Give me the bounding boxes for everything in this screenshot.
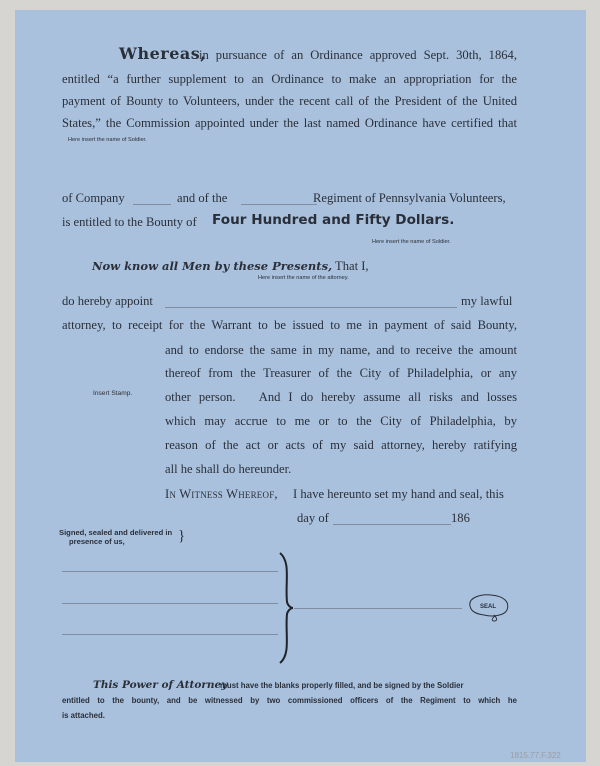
that-i-label: That I, <box>335 259 369 273</box>
catalog-mark: 1815.77.F.322 <box>510 751 561 760</box>
indented-line-5: reason of the act or acts of my said attorney, hereby ratifying <box>165 438 517 452</box>
indented-line-1: and to endorse the same in my name, and to receive the amount <box>165 343 517 357</box>
signed-note-brace: } <box>178 528 186 544</box>
footer-line-1: must have the blanks properly filled, and be signed by the Soldier <box>220 681 464 690</box>
signed-note-line-1: Signed, sealed and delivered in <box>59 528 173 537</box>
indented-line-3: other person. And I do hereby assume all risks and losses <box>165 390 517 404</box>
in-witness-whereof: In Witness Whereof, <box>165 487 278 501</box>
company-blank <box>133 204 171 205</box>
footer-line-3: is attached. <box>62 711 105 720</box>
signature-brace <box>277 552 295 664</box>
footer-line-2: entitled to the bounty, and be witnessed by two commissioned officers of the Regiment to which he <box>62 696 517 705</box>
principal-signature-line <box>294 608 462 609</box>
bounty-amount: Four Hundred and Fifty Dollars. <box>212 212 455 228</box>
witness-line-rest: I have hereunto set my hand and seal, this <box>293 487 504 501</box>
attorney-name-blank <box>165 307 457 308</box>
appoint-label: do hereby appoint <box>62 294 153 308</box>
seal-label: SEAL <box>479 604 497 610</box>
insert-stamp-note: Insert Stamp. <box>93 390 133 397</box>
my-lawful-label: my lawful <box>461 294 513 308</box>
month-blank <box>333 524 451 525</box>
whereas-heading: Whereas, <box>119 44 207 63</box>
regiment-blank <box>241 204 317 205</box>
note-soldier-name-1: Here insert the name of Soldier. <box>68 137 147 143</box>
note-soldier-name-2: Here insert the name of Soldier. <box>372 239 451 245</box>
seal-icon <box>464 592 514 622</box>
witness-signature-line-2 <box>62 603 278 604</box>
regiment-label: Regiment of Pennsylvania Volunteers, <box>313 191 506 205</box>
signed-note-line-2: presence of us, <box>69 537 125 546</box>
note-attorney-name: Here insert the name of the attorney. <box>258 275 349 281</box>
day-of-label: day of <box>297 511 329 525</box>
witness-signature-line-1 <box>62 571 278 572</box>
indented-line-6: all he shall do hereunder. <box>165 462 292 476</box>
opening-line-4: States,” the Commission appointed under the last named Ordinance have certified that <box>62 116 517 130</box>
know-all-men-heading: Now know all Men by these Presents, <box>92 259 333 273</box>
indented-line-2: thereof from the Treasurer of the City of Philadelphia, or any <box>165 366 517 380</box>
of-company-label: of Company <box>62 191 125 205</box>
indented-line-4: which may accrue to me or to the City of Philadelphia, by <box>165 414 517 428</box>
bounty-prefix: is entitled to the Bounty of <box>62 215 197 229</box>
and-of-the-label: and of the <box>177 191 228 205</box>
witness-signature-line-3 <box>62 634 278 635</box>
opening-line-3: payment of Bounty to Volunteers, under the recent call of the President of the United <box>62 94 517 108</box>
year-label: 186 <box>451 511 470 525</box>
opening-line-1: in pursuance of an Ordinance approved Sept. 30th, 1864, <box>199 48 517 62</box>
power-of-attorney-heading: This Power of Attorney <box>93 679 228 691</box>
attorney-receipt-line: attorney, to receipt for the Warrant to be issued to me in payment of said Bounty, <box>62 318 517 332</box>
opening-line-2: entitled “a further supplement to an Ordinance to make an appropriation for the <box>62 72 517 86</box>
document-sheet <box>15 10 586 762</box>
